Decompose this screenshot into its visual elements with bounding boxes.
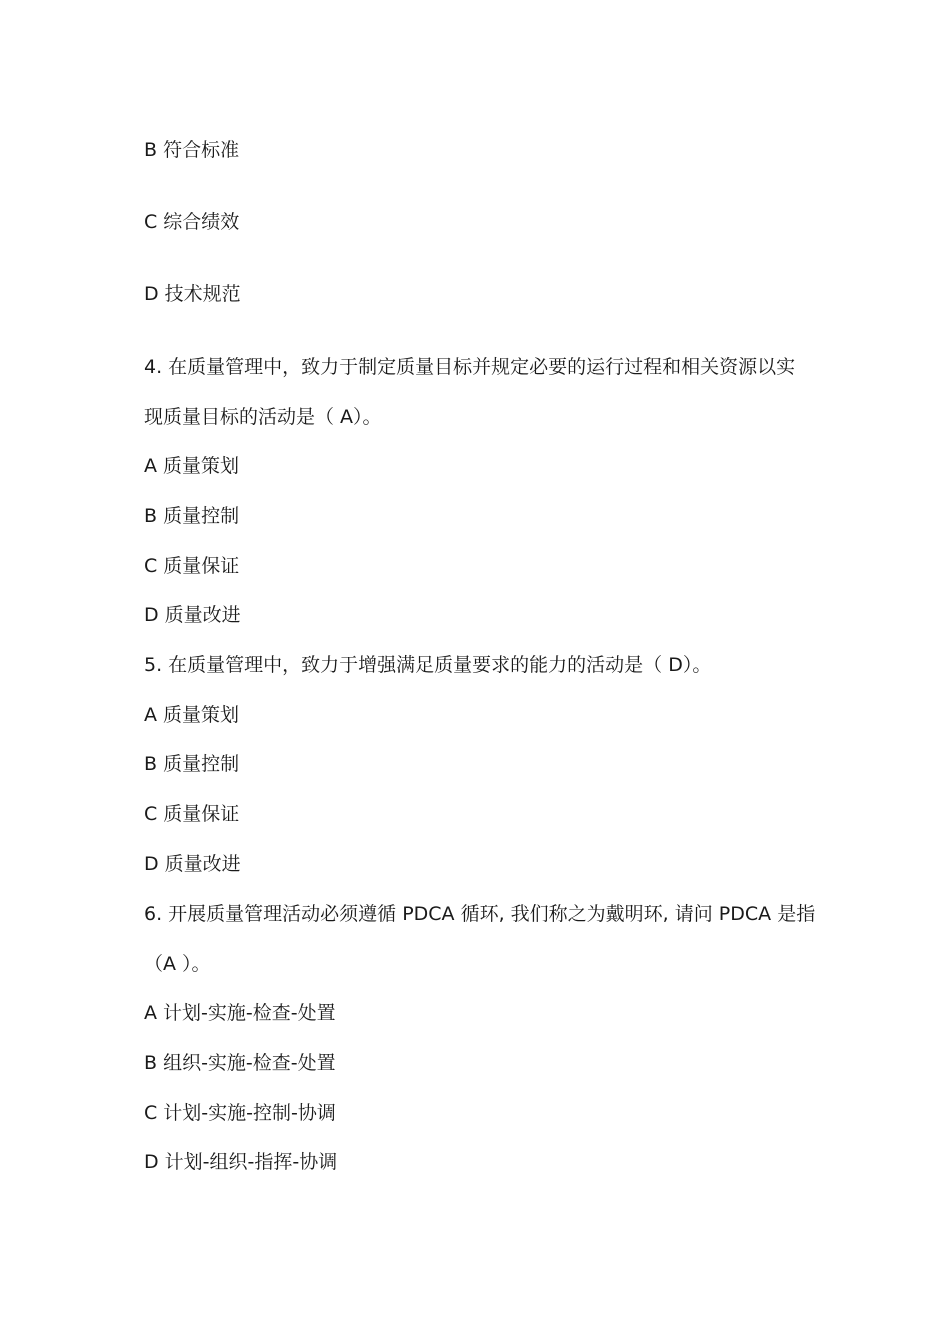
option-c-prev: C 综合绩效 [144, 211, 240, 233]
question-6-stem-line1: 6. 开展质量管理活动必须遵循 PDCA 循环, 我们称之为戴明环, 请问 PDCA 是指 [144, 903, 816, 925]
question-4-option-d: D 质量改进 [144, 604, 241, 626]
question-5-option-d: D 质量改进 [144, 853, 241, 875]
question-6-option-b: B 组织-实施-检查-处置 [144, 1052, 336, 1074]
question-4-option-a: A 质量策划 [144, 455, 240, 477]
option-d-prev: D 技术规范 [144, 283, 241, 305]
question-5-option-b: B 质量控制 [144, 753, 240, 775]
option-b-prev: B 符合标准 [144, 139, 240, 161]
question-6-stem-line2: （A ）。 [144, 953, 211, 975]
question-6-option-c: C 计划-实施-控制-协调 [144, 1102, 336, 1124]
question-4-option-b: B 质量控制 [144, 505, 240, 527]
question-5-option-a: A 质量策划 [144, 704, 240, 726]
question-6-option-d: D 计划-组织-指挥-协调 [144, 1151, 338, 1173]
question-4-option-c: C 质量保证 [144, 555, 240, 577]
question-4-stem-line1: 4. 在质量管理中，致力于制定质量目标并规定必要的运行过程和相关资源以实 [144, 356, 796, 378]
question-4-stem-line2: 现质量目标的活动是（ A）。 [144, 406, 382, 428]
question-5-stem: 5. 在质量管理中，致力于增强满足质量要求的能力的活动是（ D）。 [144, 654, 712, 676]
question-5-option-c: C 质量保证 [144, 803, 240, 825]
question-6-option-a: A 计划-实施-检查-处置 [144, 1002, 336, 1024]
